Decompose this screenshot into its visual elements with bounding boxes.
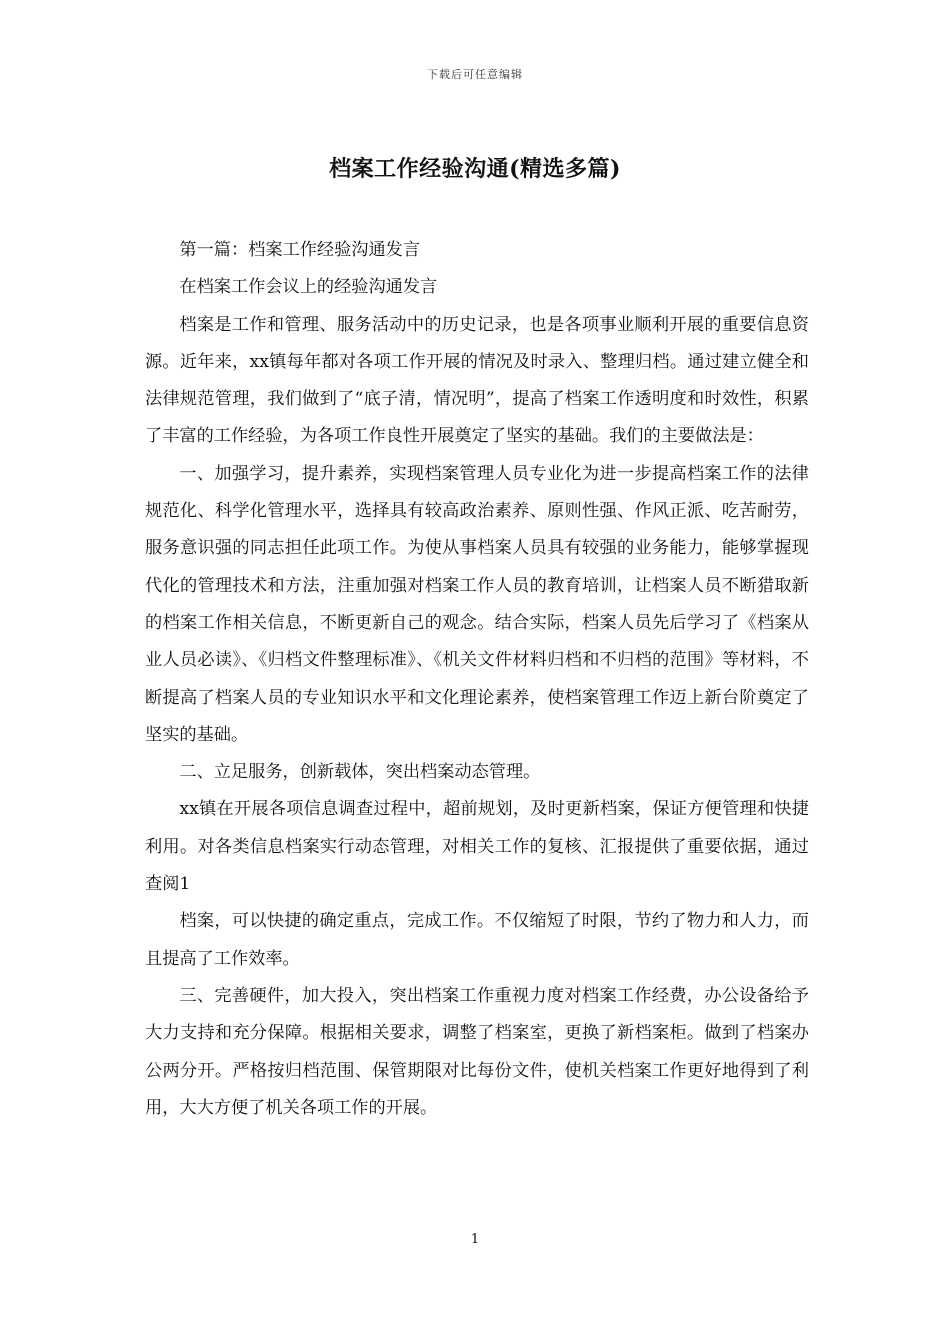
paragraph-point-two-heading: 二、立足服务，创新载体，突出档案动态管理。 [179, 762, 541, 783]
document-title: 档案工作经验沟通(精选多篇) [329, 156, 621, 182]
paragraph-intro: 档案是工作和管理、服务活动中的历史记录，也是各项事业顺利开展的重要信息资源。近年来，xx镇每年都对各项工作开展的情况及时录入、整理归档。通过建立健全和法律规范管理，我们做到了“底子清，情况明”，提高了档案工作透明度和时效性，积累了丰富的工作经验，为各项工作良性开展奠定了坚实的基础。我们的主要做法是： [145, 314, 809, 447]
paragraph-speech-title: 在档案工作会议上的经验沟通发言 [179, 277, 438, 298]
paragraph-point-two-body: xx镇在开展各项信息调查过程中，超前规划，及时更新档案，保证方便管理和快捷利用。对各类信息档案实行动态管理，对相关工作的复核、汇报提供了重要依据，通过查阅1 [145, 799, 809, 895]
page-number: 1 [470, 1232, 480, 1247]
paragraph-point-two-continued: 档案，可以快捷的确定重点，完成工作。不仅缩短了时限，节约了物力和人力，而且提高了工作效率。 [145, 911, 809, 969]
header-note: 下载后可任意编辑 [427, 68, 523, 81]
paragraph-section-heading: 第一篇：档案工作经验沟通发言 [179, 240, 421, 260]
document-body [145, 232, 809, 1127]
paragraph-point-three: 三、完善硬件，加大投入，突出档案工作重视力度对档案工作经费，办公设备给予大力支持和充分保障。根据相关要求，调整了档案室，更换了新档案柜。做到了档案办公两分开。严格按归档范围、保管期限对比每份文件，使机关档案工作更好地得到了利用，大大方便了机关各项工作的开展。 [145, 985, 809, 1118]
paragraph-point-one: 一、加强学习，提升素养，实现档案管理人员专业化为进一步提高档案工作的法律规范化、科学化管理水平，选择具有较高政治素养、原则性强、作风正派、吃苦耐劳，服务意识强的同志担任此项工作。为使从事档案人员具有较强的业务能力，能够掌握现代化的管理技术和方法，注重加强对档案工作人员的教育培训，让档案人员不断猎取新的档案工作相关信息，不断更新自己的观念。结合实际，档案人员先后学习了《档案从业人员必读》、《归档文件整理标准》、《机关文件材料归档和不归档的范围》等材料，不断提高了档案人员的专业知识水平和文化理论素养，使档案管理工作迈上新台阶奠定了坚实的基础。 [145, 463, 809, 745]
